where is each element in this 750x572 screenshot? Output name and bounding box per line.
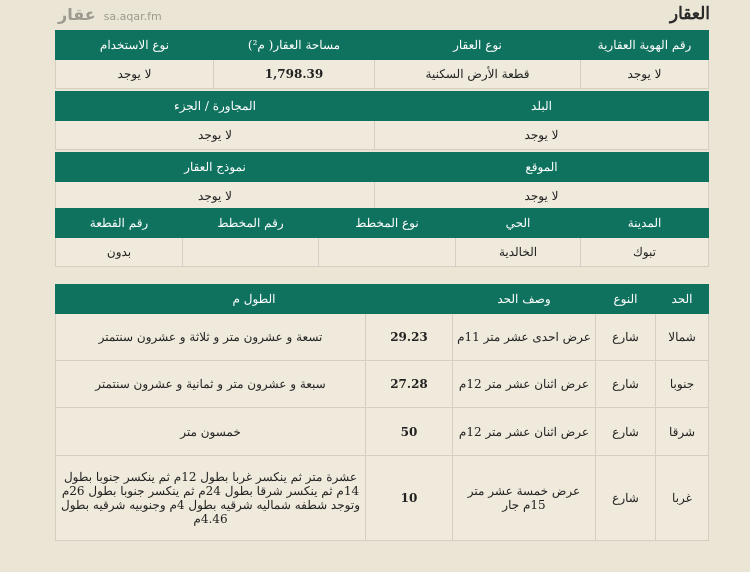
boundary-length: 29.23: [366, 314, 453, 361]
boundary-side: شمالا: [656, 314, 709, 361]
property-info-table: [55, 30, 709, 211]
boundary-type: شارع: [596, 361, 656, 408]
value-plan-type: [319, 238, 456, 267]
table-row: [56, 361, 709, 408]
table-row: [56, 314, 709, 361]
table-row: [56, 456, 709, 541]
header-description: وصف الحد: [453, 285, 596, 314]
header-district: الحي: [456, 209, 581, 238]
value-district: الخالدية: [456, 238, 581, 267]
boundary-length-text: تسعة و عشرون متر و ثلاثة و عشرون سنتمتر: [56, 314, 366, 361]
table-row: [56, 408, 709, 456]
section-title: العقار: [669, 4, 710, 24]
watermark-site: sa.aqar.fm: [103, 10, 162, 23]
boundary-length-text: سبعة و عشرون متر و ثمانية و عشرون سنتمتر: [56, 361, 366, 408]
value-country: لا يوجد: [375, 121, 709, 150]
boundary-description: عرض اثنان عشر متر 12م: [453, 408, 596, 456]
header-plot-number: رقم القطعة: [56, 209, 183, 238]
header-plan-number: رقم المخطط: [183, 209, 319, 238]
header-neighborhood-part: المجاورة / الجزء: [56, 92, 375, 121]
watermark-logo: عقار: [58, 5, 96, 24]
aqar-watermark: [58, 5, 162, 25]
header-boundary: الحد: [656, 285, 709, 314]
boundary-type: شارع: [596, 408, 656, 456]
value-location: لا يوجد: [375, 182, 709, 211]
value-property-area: 1,798.39: [214, 60, 375, 89]
boundary-length: 50: [366, 408, 453, 456]
boundary-description: عرض اثنان عشر متر 12م: [453, 361, 596, 408]
header-property-area: مساحة العقار( م²): [214, 31, 375, 60]
boundary-length-text: خمسون متر: [56, 408, 366, 456]
boundary-length: 10: [366, 456, 453, 541]
header-usage-type: نوع الاستخدام: [56, 31, 214, 60]
boundary-type: شارع: [596, 456, 656, 541]
value-usage-type: لا يوجد: [56, 60, 214, 89]
value-property-model: لا يوجد: [56, 182, 375, 211]
header-property-id: رقم الهوية العقارية: [581, 31, 709, 60]
header-city: المدينة: [581, 209, 709, 238]
header-location: الموقع: [375, 153, 709, 182]
value-property-type: قطعة الأرض السكنية: [375, 60, 581, 89]
boundary-length-text: عشرة متر ثم ينكسر غربا بطول 12م ثم ينكسر جنوبا بطول 14م ثم ينكسر شرقا بطول 24م ثم ينكسر جنوبا بطول 26م وتوجد شطفه شماليه شرقيه بطول 4م وجنوبيه شرقيه بطول 4.46م: [56, 456, 366, 541]
boundaries-table: [55, 284, 709, 541]
value-neighborhood-part: لا يوجد: [56, 121, 375, 150]
header-length: الطول م: [56, 285, 453, 314]
boundary-length: 27.28: [366, 361, 453, 408]
header-country: البلد: [375, 92, 709, 121]
value-plan-number: [183, 238, 319, 267]
header-property-type: نوع العقار: [375, 31, 581, 60]
header-property-model: نموذج العقار: [56, 153, 375, 182]
header-type: النوع: [596, 285, 656, 314]
boundary-side: جنوبا: [656, 361, 709, 408]
boundary-type: شارع: [596, 314, 656, 361]
header-plan-type: نوع المخطط: [319, 209, 456, 238]
boundary-description: عرض خمسة عشر متر 15م جار: [453, 456, 596, 541]
value-plot-number: بدون: [56, 238, 183, 267]
value-city: تبوك: [581, 238, 709, 267]
boundary-side: غربا: [656, 456, 709, 541]
location-table: [55, 208, 709, 267]
boundary-description: عرض احدى عشر متر 11م: [453, 314, 596, 361]
value-property-id: لا يوجد: [581, 60, 709, 89]
boundary-side: شرقا: [656, 408, 709, 456]
